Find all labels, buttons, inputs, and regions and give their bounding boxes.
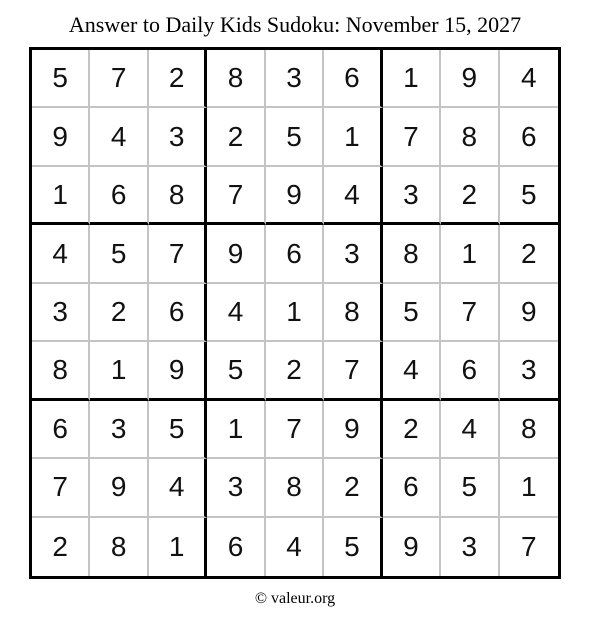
sudoku-cell: 3 [32,284,90,342]
sudoku-cell: 4 [90,108,148,166]
sudoku-cell: 3 [266,50,324,108]
sudoku-cell: 7 [266,401,324,459]
sudoku-cell: 6 [383,459,441,517]
sudoku-cell: 4 [266,518,324,576]
sudoku-cell: 9 [90,459,148,517]
sudoku-cell: 8 [207,50,265,108]
sudoku-cell: 4 [149,459,207,517]
sudoku-cell: 3 [90,401,148,459]
sudoku-cell: 2 [266,342,324,400]
sudoku-cell: 5 [324,518,382,576]
sudoku-cell: 2 [500,225,558,283]
sudoku-cell: 6 [32,401,90,459]
sudoku-cell: 6 [207,518,265,576]
sudoku-cell: 2 [441,167,499,225]
sudoku-cell: 2 [90,284,148,342]
sudoku-cell: 2 [149,50,207,108]
sudoku-cell: 8 [324,284,382,342]
sudoku-cell: 1 [324,108,382,166]
sudoku-cell: 9 [32,108,90,166]
sudoku-cell: 7 [149,225,207,283]
sudoku-cell: 4 [32,225,90,283]
sudoku-cell: 2 [207,108,265,166]
sudoku-cell: 4 [441,401,499,459]
sudoku-cell: 5 [32,50,90,108]
sudoku-cell: 9 [500,284,558,342]
sudoku-cell: 5 [90,225,148,283]
sudoku-cell: 3 [441,518,499,576]
sudoku-cell: 4 [207,284,265,342]
sudoku-cell: 1 [266,284,324,342]
sudoku-cell: 9 [207,225,265,283]
sudoku-cell: 4 [500,50,558,108]
sudoku-cell: 1 [149,518,207,576]
sudoku-cell: 5 [441,459,499,517]
sudoku-cell: 7 [32,459,90,517]
sudoku-cell: 4 [324,167,382,225]
sudoku-cell: 9 [324,401,382,459]
sudoku-cell: 5 [207,342,265,400]
sudoku-cell: 8 [441,108,499,166]
sudoku-cell: 8 [149,167,207,225]
sudoku-cell: 6 [441,342,499,400]
copyright-footer: © valeur.org [254,590,336,607]
sudoku-cell: 5 [149,401,207,459]
sudoku-cell: 6 [90,167,148,225]
sudoku-cell: 3 [207,459,265,517]
sudoku-cell: 8 [90,518,148,576]
sudoku-cell: 2 [32,518,90,576]
sudoku-board [29,47,561,579]
sudoku-cell: 7 [520,530,537,562]
sudoku-cell: 1 [383,50,441,108]
sudoku-cell: 9 [149,342,207,400]
sudoku-cell: 3 [324,225,382,283]
sudoku-cell: 8 [266,459,324,517]
sudoku-cell: 8 [383,225,441,283]
sudoku-cell: 2 [324,459,382,517]
sudoku-cell: 1 [441,225,499,283]
sudoku-cell: 9 [441,50,499,108]
sudoku-cell: 1 [500,459,558,517]
sudoku-cell: 9 [266,167,324,225]
sudoku-cell: 1 [32,167,90,225]
sudoku-cell: 5 [266,108,324,166]
sudoku-cell: 3 [500,342,558,400]
sudoku-cell: 3 [383,167,441,225]
sudoku-cell: 1 [90,342,148,400]
sudoku-cell: 7 [207,167,265,225]
sudoku-cell: 8 [32,342,90,400]
sudoku-cell: 7 [90,50,148,108]
sudoku-cell: 7 [383,108,441,166]
sudoku-cell: 5 [500,167,558,225]
sudoku-cell: 7 [441,284,499,342]
sudoku-cell: 8 [500,401,558,459]
sudoku-cell: 5 [383,284,441,342]
sudoku-cell: 4 [383,342,441,400]
page-title: Answer to Daily Kids Sudoku: November 15, 2027 [68,12,522,37]
sudoku-cell: 1 [207,401,265,459]
sudoku-cell: 9 [383,518,441,576]
sudoku-cell: 3 [149,108,207,166]
sudoku-cell: 6 [500,108,558,166]
sudoku-cell: 7 [324,342,382,400]
sudoku-cell: 6 [324,50,382,108]
sudoku-cell: 6 [149,284,207,342]
sudoku-cell: 6 [266,225,324,283]
sudoku-cell: 2 [383,401,441,459]
